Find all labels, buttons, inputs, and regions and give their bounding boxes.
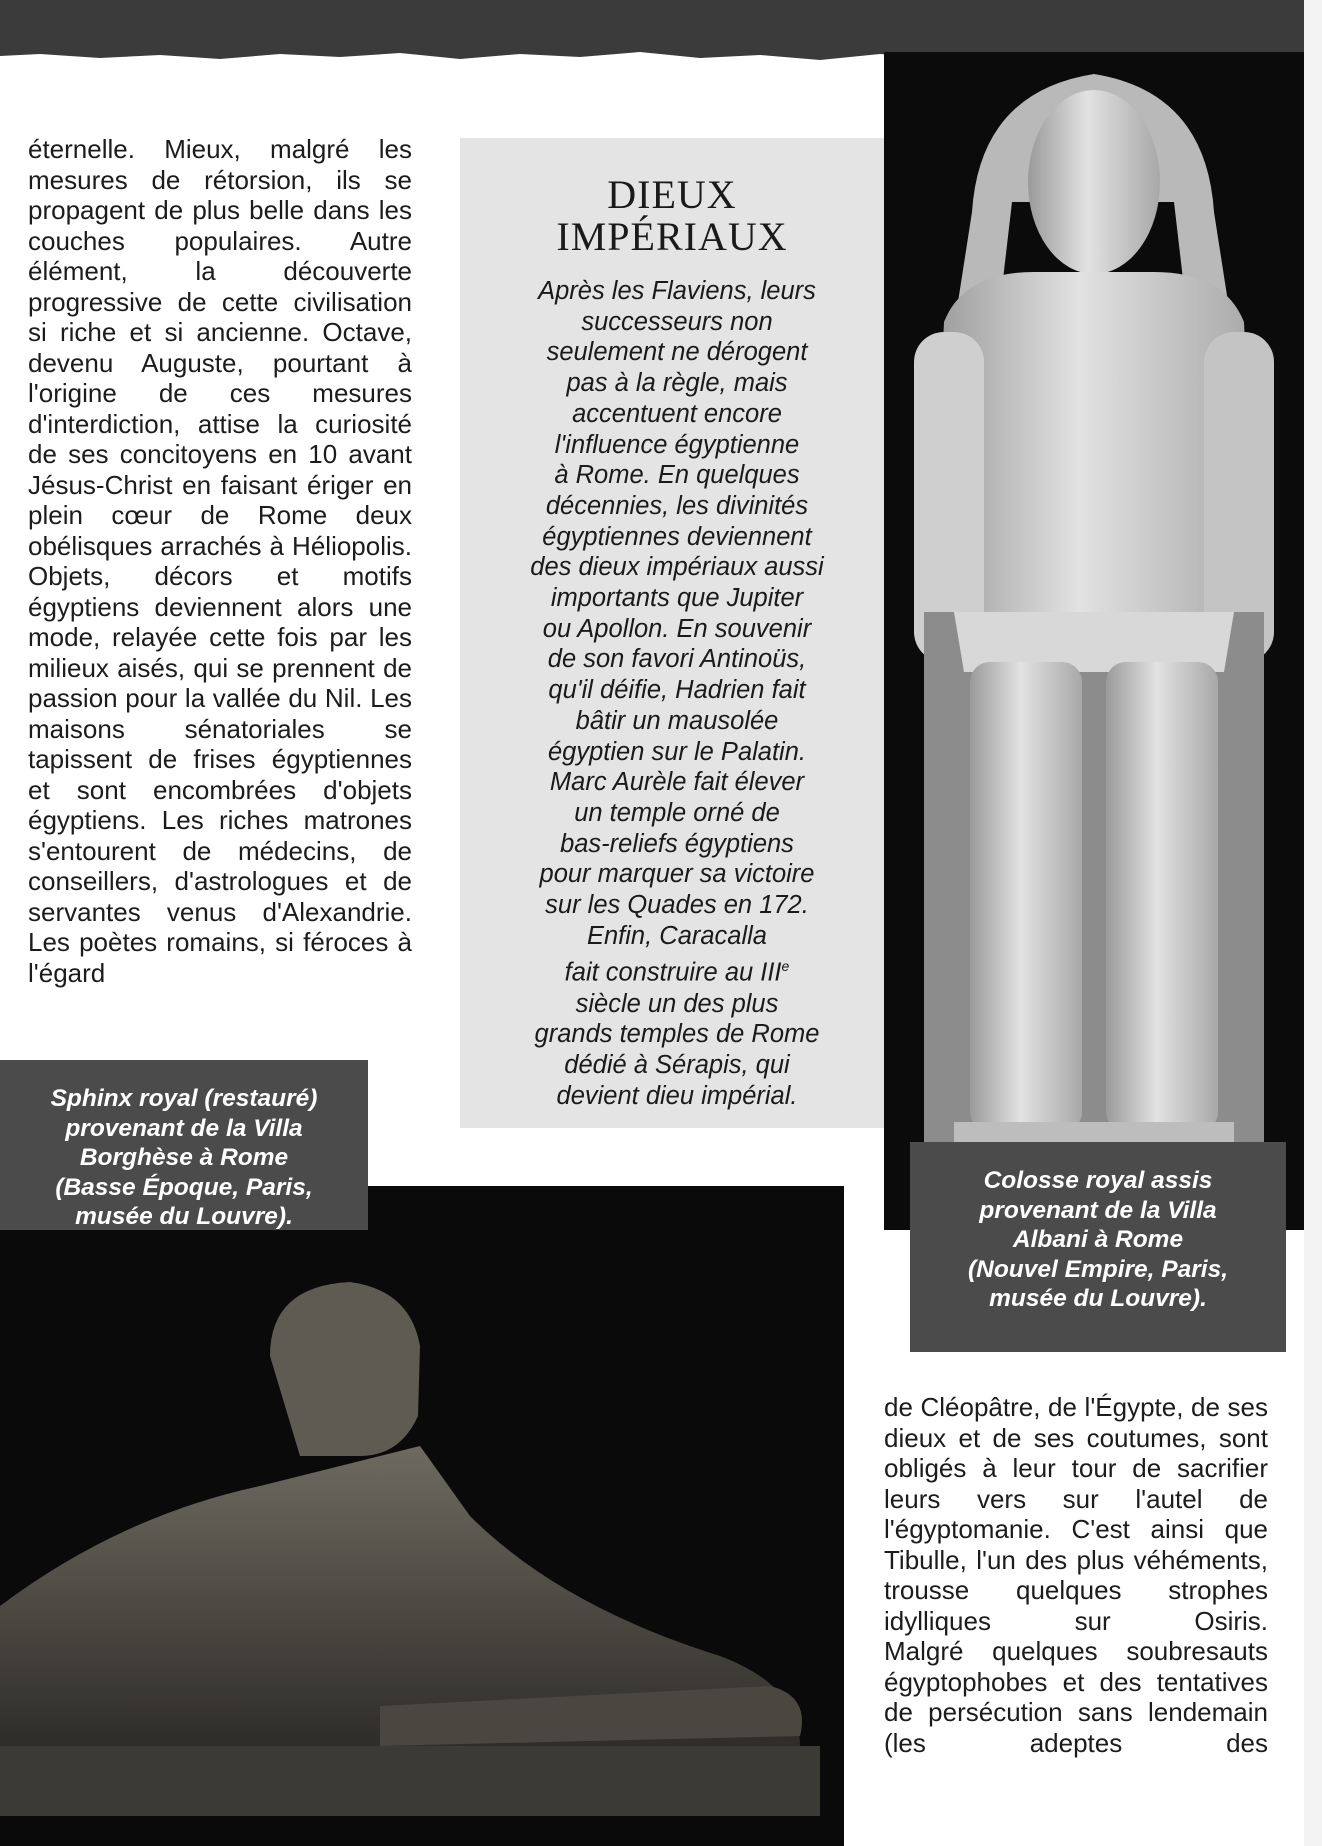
sidebar-line: qu'il déifie, Hadrien fait xyxy=(548,676,806,705)
caption-sphinx xyxy=(0,1060,368,1230)
sidebar-line: de son favori Antinoüs, xyxy=(547,645,807,674)
sidebar-line: Marc Aurèle fait élever xyxy=(549,768,805,797)
sidebar-line: seulement ne dérogent xyxy=(546,338,808,367)
sidebar-line: grands temples de Rome xyxy=(534,1020,820,1049)
sidebar-line: bas-reliefs égyptiens xyxy=(560,829,794,858)
sidebar-line: successeurs non xyxy=(581,307,773,336)
caption-line: (Basse Époque, Paris, xyxy=(55,1173,313,1201)
sidebar-line: Après les Flaviens, leurs xyxy=(538,277,816,305)
sidebar-body xyxy=(480,276,874,1111)
caption-colossus xyxy=(910,1142,1286,1352)
sidebar-line: importants que Jupiter xyxy=(550,584,804,613)
caption-line: musée du Louvre). xyxy=(75,1203,293,1230)
caption-line: provenant de la Villa xyxy=(979,1196,1217,1224)
article-paragraph: Malgré quelques soubresauts égyptophobes et des tentatives de persécution sans lendemain (les adeptes des xyxy=(884,1636,1268,1758)
sidebar-line: bâtir un mausolée xyxy=(575,706,779,735)
sidebar-title-line: DIEUX xyxy=(607,172,737,217)
sidebar-line: décennies, les divinités xyxy=(545,491,809,520)
sidebar-line: égyptiennes deviennent xyxy=(542,522,812,551)
sidebar-line: égyptien sur le Palatin. xyxy=(548,737,806,766)
sidebar-line xyxy=(480,951,874,988)
article-column-right xyxy=(884,1392,1268,1758)
sidebar-box xyxy=(460,138,884,1128)
sidebar-line: pas à la règle, mais xyxy=(566,369,788,398)
seated-statue-image xyxy=(884,52,1304,1230)
article-paragraph: de Cléopâtre, de l'Égypte, de ses dieux et de ses coutumes, sont obligés à leur tour de sacrifier leurs vers sur l'autel de l'égyptomanie. C'est ainsi que Tibulle, l'un des plus véhéments, trousse quelques strophes idylliques sur Osiris. xyxy=(884,1392,1268,1636)
sidebar-line: à Rome. En quelques xyxy=(554,461,800,490)
sidebar-line: l'influence égyptienne xyxy=(554,430,800,459)
sidebar-line: des dieux impériaux aussi xyxy=(530,553,824,582)
article-column-left xyxy=(28,134,412,1014)
sidebar-line: sur les Quades en 172. xyxy=(545,891,809,920)
sphinx-image xyxy=(0,1186,844,1846)
sidebar-line: Enfin, Caracalla xyxy=(586,921,767,950)
sidebar-line: siècle un des plus xyxy=(575,989,779,1018)
caption-line: (Nouvel Empire, Paris, xyxy=(967,1255,1229,1283)
sidebar-title xyxy=(460,174,884,258)
sidebar-line: devient dieu impérial. xyxy=(556,1081,798,1110)
sidebar-title-line: IMPÉRIAUX xyxy=(556,214,788,259)
caption-line: Colosse royal assis xyxy=(983,1167,1213,1194)
sidebar-line-text: fait construire au III xyxy=(564,958,782,987)
sphinx-photo xyxy=(0,1186,844,1846)
sidebar-line: pour marquer sa victoire xyxy=(539,860,815,889)
sidebar-line: ou Apollon. En souvenir xyxy=(542,614,812,643)
sidebar-line: un temple orné de xyxy=(574,798,780,827)
caption-line: Borghèse à Rome xyxy=(79,1144,289,1171)
page-edge xyxy=(1304,0,1322,1846)
caption-line: provenant de la Villa xyxy=(65,1114,303,1142)
sidebar-line: accentuent encore xyxy=(572,399,782,428)
caption-line: Sphinx royal (restauré) xyxy=(50,1085,318,1112)
article-paragraph: éternelle. Mieux, malgré les mesures de rétorsion, ils se propagent de plus belle dans les couches populaires. Autre élément, la découverte progressive de cette civilisation si riche et si ancienne. Octave, devenu Auguste, pourtant à l'origine de ces mesures d'interdiction, attise la curiosité de ses concitoyens en 10 avant Jésus-Christ en faisant ériger en plein cœur de Rome deux obélisques arrachés à Héliopolis. Objets, décors et motifs égyptiens deviennent alors une mode, relayée cette fois par les milieux aisés, qui se prennent de passion pour la vallée du Nil. Les maisons sénatoriales se tapissent de frises égyptiennes et sont encombrées d'objets égyptiens. Les riches matrones s'entourent de médecins, de conseillers, d'astrologues et de servantes venus d'Alexandrie. Les poètes romains, si féroces à l'égard xyxy=(28,134,412,988)
sidebar-line: dédié à Sérapis, qui xyxy=(564,1051,790,1080)
superscript: e xyxy=(781,958,790,975)
torn-paper-header xyxy=(0,0,1322,60)
caption-line: musée du Louvre). xyxy=(989,1285,1207,1312)
colossus-photo xyxy=(884,52,1304,1230)
caption-line: Albani à Rome xyxy=(1012,1226,1184,1253)
